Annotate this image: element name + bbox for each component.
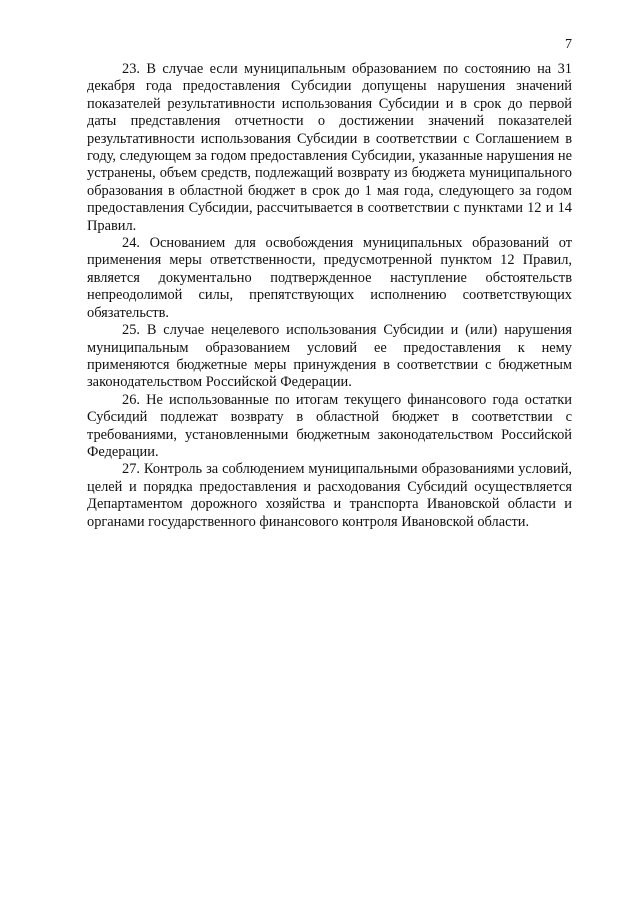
paragraph-23: 23. В случае если муниципальным образованием по состоянию на 31 декабря года предоставления Субсидии допущены нарушения значений показателей результативности использования Субсидии и в срок до первой даты представления отчетности о достижении значений показателей результативности использования Субсидии в соответствии с Соглашением в году, следующем за годом предоставления Субсидии, указанные нарушения не устранены, объем средств, подлежащий возврату из бюджета муниципального образования в областной бюджет в срок до 1 мая года, следующего за годом предоставления Субсидии, рассчитывается в соответствии с пунктами 12 и 14 Правил.	[87, 61, 572, 234]
page-number: 7	[565, 37, 572, 52]
paragraph-24: 24. Основанием для освобождения муниципальных образований от применения меры ответственности, предусмотренной пунктом 12 Правил, является документально подтвержденное наступление обстоятельств непреодолимой силы, препятствующих исполнению соответствующих обязательств.	[87, 235, 572, 321]
paragraph-25: 25. В случае нецелевого использования Субсидии и (или) нарушения муниципальным образованием условий ее предоставления к нему применяются бюджетные меры принуждения в соответствии с бюджетным законодательством Российской Федерации.	[87, 322, 572, 391]
paragraph-27: 27. Контроль за соблюдением муниципальными образованиями условий, целей и порядка предоставления и расходования Субсидий осуществляется Департаментом дорожного хозяйства и транспорта Ивановской области и органами государственного финансового контроля Ивановской области.	[87, 461, 572, 530]
document-body	[87, 61, 572, 531]
paragraph-26: 26. Не использованные по итогам текущего финансового года остатки Субсидий подлежат возврату в областной бюджет в соответствии с требованиями, установленными бюджетным законодательством Российской Федерации.	[87, 391, 572, 460]
